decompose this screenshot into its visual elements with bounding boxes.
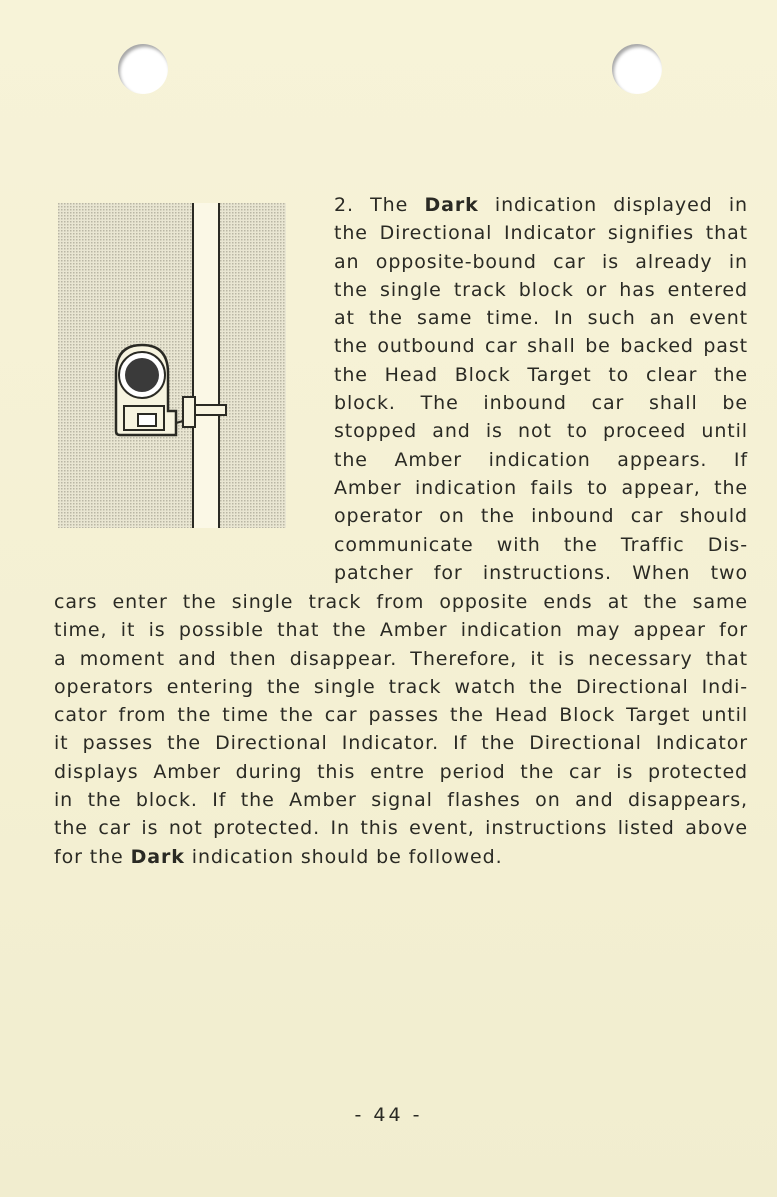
paragraph-first-line xyxy=(334,191,748,219)
text-line: the Directional Indicator signifies that xyxy=(334,222,748,245)
item-number: 2. The xyxy=(334,194,409,216)
text-line: the Head Block Target to clear the xyxy=(334,363,748,386)
text-line: stopped and is not to proceed until xyxy=(334,420,748,443)
text-line: at the same time. In such an event xyxy=(334,307,748,330)
text-line: in the block. If the Amber signal flashes on and disappears, xyxy=(54,789,748,812)
signal-lens-dark xyxy=(125,358,159,392)
pole xyxy=(193,203,219,528)
mounting-bracket xyxy=(183,397,195,427)
text-line: it passes the Directional Indicator. If the Directional Indicator xyxy=(54,732,748,755)
paragraph-last-line xyxy=(54,843,748,871)
bold-term-dark: Dark xyxy=(130,845,185,868)
text-line: cars enter the single track from opposite ends at the same xyxy=(54,591,748,613)
text-line: the car is not protected. In this event, instructions listed above xyxy=(54,817,748,840)
text-line: patcher for instructions. When two xyxy=(334,561,748,584)
text-line: communicate with the Traffic Dis- xyxy=(334,533,748,556)
first-line-rest: indication displayed in xyxy=(494,194,748,216)
text-line: time, it is possible that the Amber indication may appear for xyxy=(54,619,748,642)
paragraph-dark-indication xyxy=(334,191,748,587)
punch-hole-left xyxy=(118,44,168,94)
page-number: - 44 - xyxy=(354,1104,423,1126)
text-line: cator from the time the car passes the Head Block Target until xyxy=(54,704,748,727)
text-line: operators entering the single track watch the Directional Indi- xyxy=(54,675,748,698)
text-line: an opposite-bound car is already in xyxy=(334,250,748,273)
text-line: displays Amber during this entre period the car is protected xyxy=(54,760,748,783)
last-line-prefix: for the xyxy=(54,845,124,868)
paragraph-continuation xyxy=(54,588,748,871)
text-line: operator on the inbound car should xyxy=(334,505,748,528)
last-line-suffix: indication should be followed. xyxy=(191,845,503,868)
background-shading xyxy=(58,203,286,528)
directional-indicator-icon xyxy=(58,203,286,528)
bold-term-dark: Dark xyxy=(424,194,479,216)
text-line: Amber indication fails to appear, the xyxy=(334,476,748,499)
text-line: the single track block or has entered xyxy=(334,278,748,301)
punch-hole-right xyxy=(612,44,662,94)
text-line: block. The inbound car shall be xyxy=(334,392,748,415)
text-line: the Amber indication appears. If xyxy=(334,448,748,471)
text-line: the outbound car shall be backed past xyxy=(334,335,748,358)
text-line: a moment and then disappear. Therefore, it is necessary that xyxy=(54,647,748,670)
